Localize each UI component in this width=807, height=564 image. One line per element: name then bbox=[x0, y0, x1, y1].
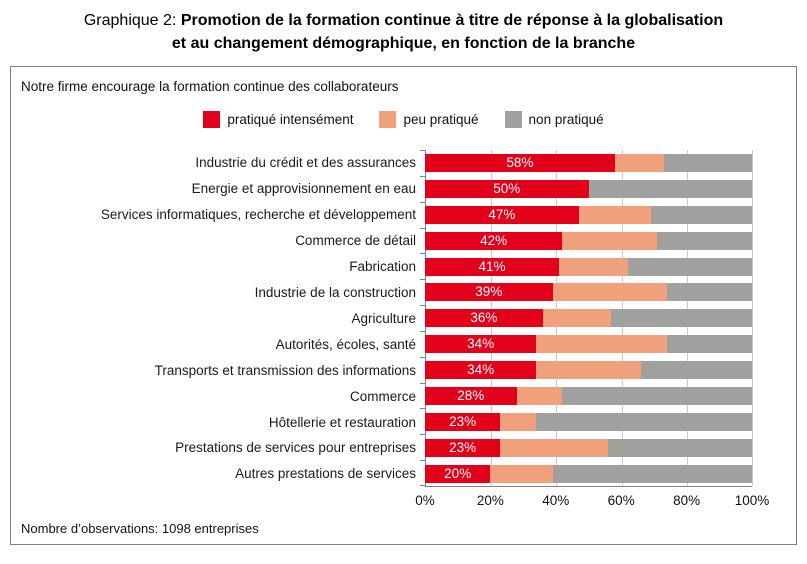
x-tick-label-80: 80% bbox=[673, 493, 701, 508]
bar-segment-non bbox=[641, 361, 752, 379]
bar-row bbox=[11, 409, 752, 435]
bar-segment-intense bbox=[425, 258, 559, 276]
category-label: Industrie du crédit et des assurances bbox=[195, 155, 416, 171]
bar-value-label: 41% bbox=[478, 258, 506, 274]
x-tick-label-100: 100% bbox=[734, 493, 770, 508]
bar-value-label: 23% bbox=[449, 439, 477, 455]
legend-swatch-red-icon bbox=[203, 111, 220, 128]
legend-label-intense: pratiqué intensément bbox=[227, 112, 354, 127]
bar-segment-peu bbox=[536, 361, 641, 379]
bar-value-label: 34% bbox=[467, 362, 495, 378]
bar-value-label: 47% bbox=[488, 206, 516, 222]
bar-track bbox=[425, 154, 752, 172]
bar-segment-non bbox=[562, 387, 752, 405]
category-label: Agriculture bbox=[351, 310, 416, 326]
bar-segment-intense bbox=[425, 387, 517, 405]
bar-value-label: 20% bbox=[444, 465, 472, 481]
bar-segment-intense bbox=[425, 180, 589, 198]
bar-segment-intense bbox=[425, 413, 500, 431]
legend-swatch-gray-icon bbox=[505, 111, 522, 128]
category-label: Prestations de services pour entreprises bbox=[175, 440, 416, 456]
observations-footnote: Nombre d’observations: 1098 entreprises bbox=[21, 521, 259, 536]
bar-track bbox=[425, 309, 752, 327]
bar-segment-intense bbox=[425, 154, 615, 172]
bar-segment-intense bbox=[425, 439, 500, 457]
bar-segment-non bbox=[667, 335, 752, 353]
bar-segment-intense bbox=[425, 465, 490, 483]
bar-value-label: 50% bbox=[493, 180, 521, 196]
x-tick-label-60: 60% bbox=[607, 493, 635, 508]
plot-area bbox=[11, 150, 752, 487]
category-label: Fabrication bbox=[349, 259, 416, 275]
bar-segment-non bbox=[536, 413, 752, 431]
bar-segment-intense bbox=[425, 232, 562, 250]
bar-segment-non bbox=[651, 206, 752, 224]
bar-rows bbox=[11, 150, 752, 487]
bar-segment-peu bbox=[543, 309, 612, 327]
bar-value-label: 34% bbox=[467, 336, 495, 352]
bar-segment-peu bbox=[562, 232, 657, 250]
survey-question: Notre firme encourage la formation continue des collaborateurs bbox=[21, 79, 399, 94]
x-axis bbox=[415, 487, 770, 511]
bar-segment-intense bbox=[425, 335, 536, 353]
bar-segment-non bbox=[657, 232, 752, 250]
bar-track bbox=[425, 258, 752, 276]
bar-segment-non bbox=[667, 283, 752, 301]
category-label: Industrie de la construction bbox=[254, 284, 416, 300]
bar-row bbox=[11, 435, 752, 461]
chart-title-line2: et au changement démographique, en fonction de la branche bbox=[171, 35, 636, 52]
bar-track bbox=[425, 206, 752, 224]
legend-item-non bbox=[505, 111, 604, 128]
legend-item-peu bbox=[379, 111, 478, 128]
bar-segment-intense bbox=[425, 206, 579, 224]
chart-title bbox=[0, 9, 807, 55]
chart-title-prefix: Graphique 2: bbox=[83, 12, 177, 29]
x-tick-label-0: 0% bbox=[415, 493, 435, 508]
bar-row bbox=[11, 331, 752, 357]
bar-track bbox=[425, 283, 752, 301]
legend-item-intense bbox=[203, 111, 353, 128]
bar-value-label: 39% bbox=[475, 284, 503, 300]
bar-segment-non bbox=[664, 154, 752, 172]
bar-segment-peu bbox=[517, 387, 563, 405]
x-tick-label-40: 40% bbox=[542, 493, 570, 508]
bar-value-label: 23% bbox=[449, 413, 477, 429]
legend-swatch-salmon-icon bbox=[379, 111, 396, 128]
bar-segment-peu bbox=[579, 206, 651, 224]
category-label: Energie et approvisionnement en eau bbox=[191, 181, 416, 197]
category-label: Commerce de détail bbox=[295, 233, 416, 249]
bar-segment-non bbox=[608, 439, 752, 457]
bar-segment-intense bbox=[425, 309, 543, 327]
bar-segment-non bbox=[589, 180, 753, 198]
bar-track bbox=[425, 413, 752, 431]
bar-segment-non bbox=[628, 258, 752, 276]
bar-row bbox=[11, 228, 752, 254]
bar-segment-peu bbox=[536, 335, 667, 353]
bar-track bbox=[425, 361, 752, 379]
bar-track bbox=[425, 439, 752, 457]
bar-row bbox=[11, 383, 752, 409]
bar-track bbox=[425, 387, 752, 405]
category-label: Services informatiques, recherche et développement bbox=[100, 207, 416, 223]
bar-track bbox=[425, 180, 752, 198]
x-tick-label-20: 20% bbox=[476, 493, 504, 508]
bar-segment-peu bbox=[500, 413, 536, 431]
category-label: Hôtellerie et restauration bbox=[268, 414, 416, 430]
bar-segment-intense bbox=[425, 283, 553, 301]
legend-label-peu: peu pratiqué bbox=[403, 112, 479, 127]
bar-value-label: 58% bbox=[506, 154, 534, 170]
chart-title-line1: Promotion de la formation continue à titre de réponse à la globalisation bbox=[180, 12, 724, 29]
bar-segment-non bbox=[611, 309, 752, 327]
bar-row bbox=[11, 202, 752, 228]
bar-row bbox=[11, 150, 752, 176]
bar-row bbox=[11, 280, 752, 306]
bar-row bbox=[11, 461, 752, 487]
bar-row bbox=[11, 176, 752, 202]
category-label: Autres prestations de services bbox=[235, 466, 416, 482]
category-label: Transports et transmission des informations bbox=[154, 362, 416, 378]
bar-segment-intense bbox=[425, 361, 536, 379]
bar-row bbox=[11, 357, 752, 383]
bar-segment-peu bbox=[559, 258, 628, 276]
bar-segment-non bbox=[553, 465, 752, 483]
bar-row bbox=[11, 305, 752, 331]
bar-row bbox=[11, 254, 752, 280]
bar-segment-peu bbox=[553, 283, 667, 301]
bar-value-label: 42% bbox=[480, 232, 508, 248]
bar-value-label: 36% bbox=[470, 310, 498, 326]
bar-segment-peu bbox=[490, 465, 552, 483]
category-label: Commerce bbox=[349, 388, 416, 404]
legend bbox=[11, 111, 796, 128]
bar-track bbox=[425, 232, 752, 250]
bar-segment-peu bbox=[500, 439, 608, 457]
bar-value-label: 28% bbox=[457, 388, 485, 404]
chart-panel bbox=[10, 66, 797, 545]
bar-segment-peu bbox=[615, 154, 664, 172]
gridline-100 bbox=[752, 150, 753, 486]
bar-track bbox=[425, 335, 752, 353]
category-label: Autorités, écoles, santé bbox=[275, 336, 416, 352]
bar-track bbox=[425, 465, 752, 483]
legend-label-non: non pratiqué bbox=[528, 112, 604, 127]
